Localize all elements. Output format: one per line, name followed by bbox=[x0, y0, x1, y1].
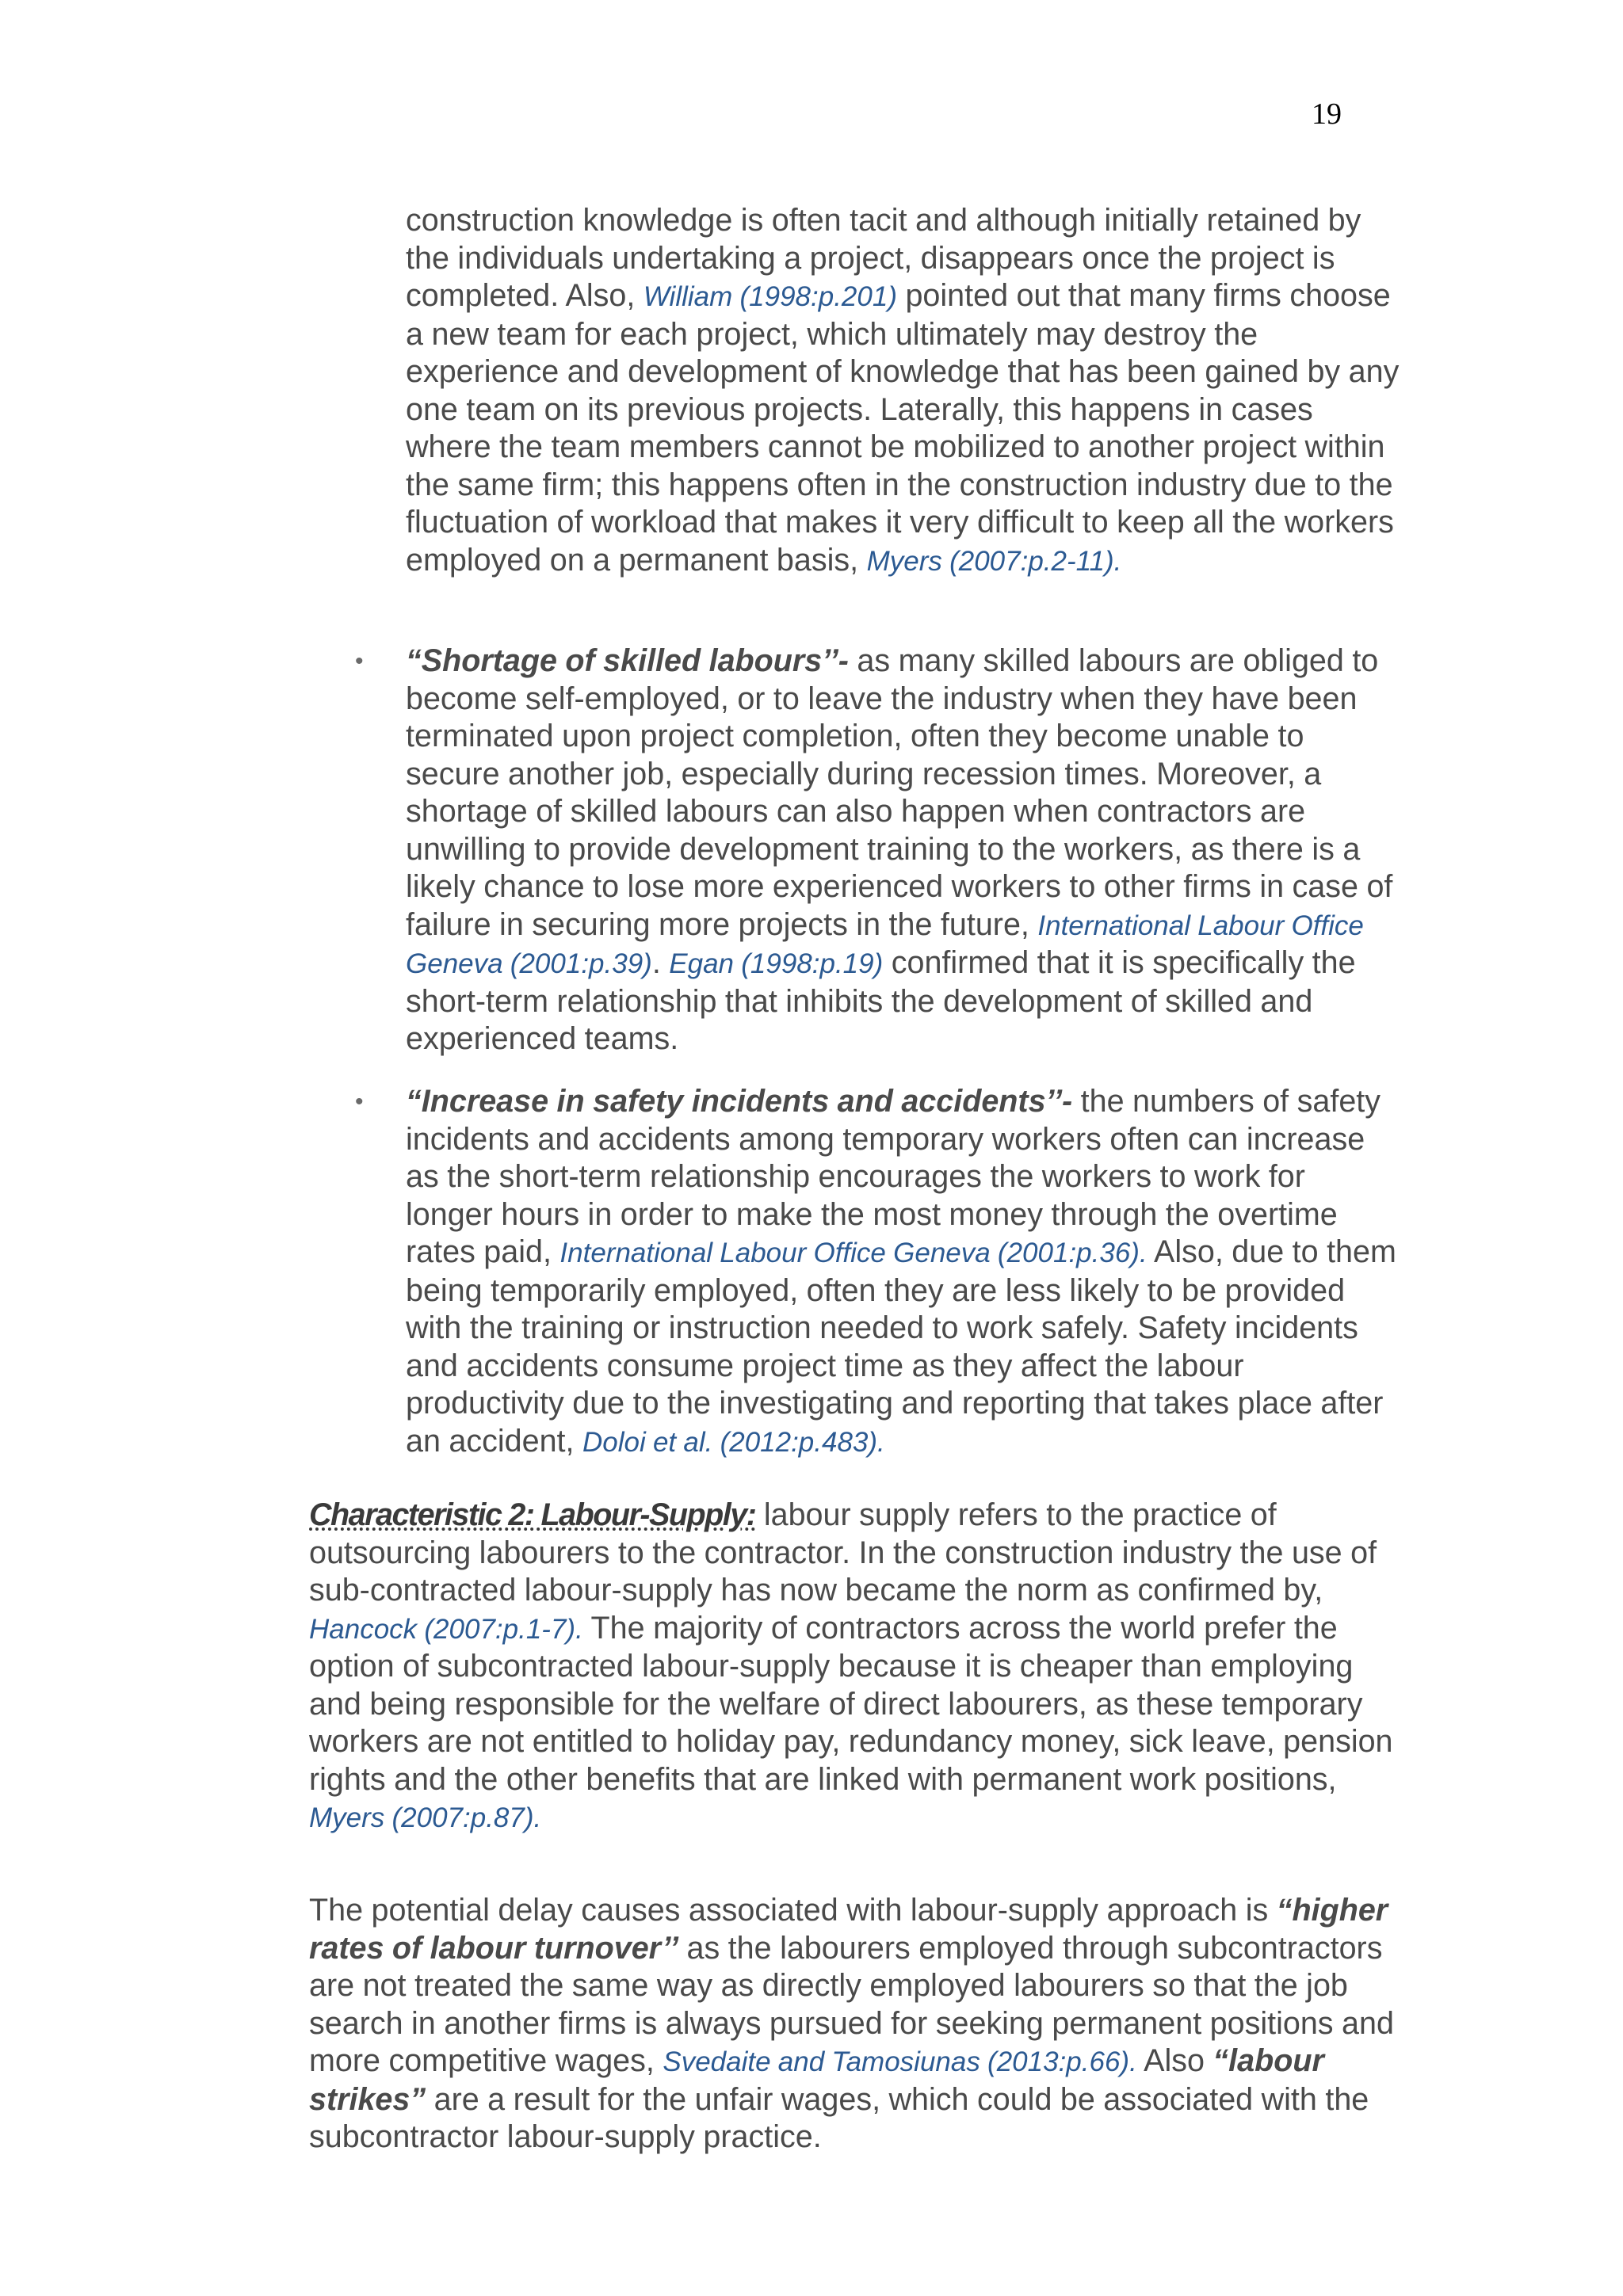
bullet-heading: “Shortage of skilled labours’’- bbox=[406, 643, 849, 678]
emphasis-labour-strikes: “labour strikes” bbox=[309, 2043, 1324, 2117]
citation-myers-2007-p87: Myers (2007:p.87). bbox=[309, 1802, 542, 1833]
body-text: labour supply refers to the practice of outsourcing labourers to the contractor. In the construction industry the use of sub-contracted labour-supply has now became the norm as confirmed by, bbox=[309, 1497, 1377, 1608]
body-text: as the labourers employed through subcontractors are not treated the same way as directly employed labourers so that the job search in another firms is always pursued for seeking permanent positions and more competitive wages, bbox=[309, 1930, 1394, 2078]
body-text: construction knowledge is often tacit and although initially retained by the individuals undertaking a project, disappears once the project is completed. Also, bbox=[406, 203, 1361, 313]
bullet-safety-incidents bbox=[406, 1083, 1400, 1461]
body-text: pointed out that many firms choose a new team for each project, which ultimately may destroy the experience and development of knowledge that has been gained by any one team on its previous projects. Laterally, this happens in cases where the team members cannot be mobilized to another project within the same firm; this happens often in the construction industry due to the fluctuation of workload that makes it very difficult to keep all the workers employed on a permanent basis, bbox=[406, 278, 1400, 578]
citation-ilo-2001-p39: International Labour Office Geneva (2001:p.39) bbox=[406, 910, 1364, 979]
paragraph-delay-causes bbox=[309, 1892, 1403, 2157]
body-text: are a result for the unfair wages, which could be associated with the subcontractor labour-supply practice. bbox=[309, 2081, 1369, 2154]
body-text: Also bbox=[1136, 2043, 1213, 2078]
paragraph-labour-supply bbox=[309, 1497, 1403, 1837]
body-text: The potential delay causes associated with labour-supply approach is bbox=[309, 1893, 1277, 1928]
section-heading-characteristic-2: Characteristic 2: Labour-Supply: bbox=[309, 1497, 756, 1532]
body-text: the numbers of safety incidents and accidents among temporary workers often can increase as the short-term relationship encourages the workers to work for longer hours in order to make the most money through the overtime rates paid, bbox=[406, 1084, 1381, 1269]
bullet-marker: • bbox=[355, 1089, 364, 1115]
page-number: 19 bbox=[1312, 97, 1342, 131]
body-text: as many skilled labours are obliged to become self-employed, or to leave the industry when they have been terminated upon project completion, often they become unable to secure another job, especially during recession times. Moreover, a shortage of skilled labours can also happen when contractors are unwilling to provide development training to the workers, as there is a likely chance to lose more experienced workers to other firms in case of failure in securing more projects in the future, bbox=[406, 643, 1393, 942]
citation-ilo-2001-p36: International Labour Office Geneva (2001:p.36). bbox=[559, 1238, 1148, 1268]
citation-egan-1998: Egan (1998:p.19) bbox=[669, 948, 884, 979]
citation-hancock-2007: Hancock (2007:p.1-7). bbox=[309, 1613, 583, 1645]
paragraph-knowledge-loss bbox=[406, 202, 1400, 580]
citation-william-1998: William (1998:p.201) bbox=[643, 281, 897, 312]
bullet-heading: “Increase in safety incidents and accidents’’- bbox=[406, 1084, 1073, 1119]
citation-svedaite-2013: Svedaite and Tamosiunas (2013:p.66). bbox=[663, 2046, 1137, 2077]
body-text: . bbox=[651, 945, 670, 980]
body-text: confirmed that it is specifically the short-term relationship that inhibits the development of skilled and experienced teams. bbox=[406, 945, 1356, 1056]
citation-myers-2007: Myers (2007:p.2-11). bbox=[866, 545, 1122, 577]
bullet-shortage-skilled-labours bbox=[406, 643, 1400, 1058]
bullet-marker: • bbox=[355, 648, 364, 674]
body-text: Also, due to them being temporarily employed, often they are less likely to be provided with the training or instruction needed to work safely. Safety incidents and accidents consume project time as they affect the labour productivity due to the investigating and reporting that takes place after an accident, bbox=[406, 1234, 1396, 1459]
citation-doloi-2012: Doloi et al. (2012:p.483). bbox=[582, 1426, 885, 1458]
body-text: The majority of contractors across the world prefer the option of subcontracted labour-supply because it is cheaper than employing and being responsible for the welfare of direct labourers, as these temporary workers are not entitled to holiday pay, redundancy money, sick leave, pension rights and the other benefits that are linked with permanent work positions, bbox=[309, 1610, 1393, 1797]
emphasis-labour-turnover: “higher rates of labour turnover’’ bbox=[309, 1893, 1388, 1966]
